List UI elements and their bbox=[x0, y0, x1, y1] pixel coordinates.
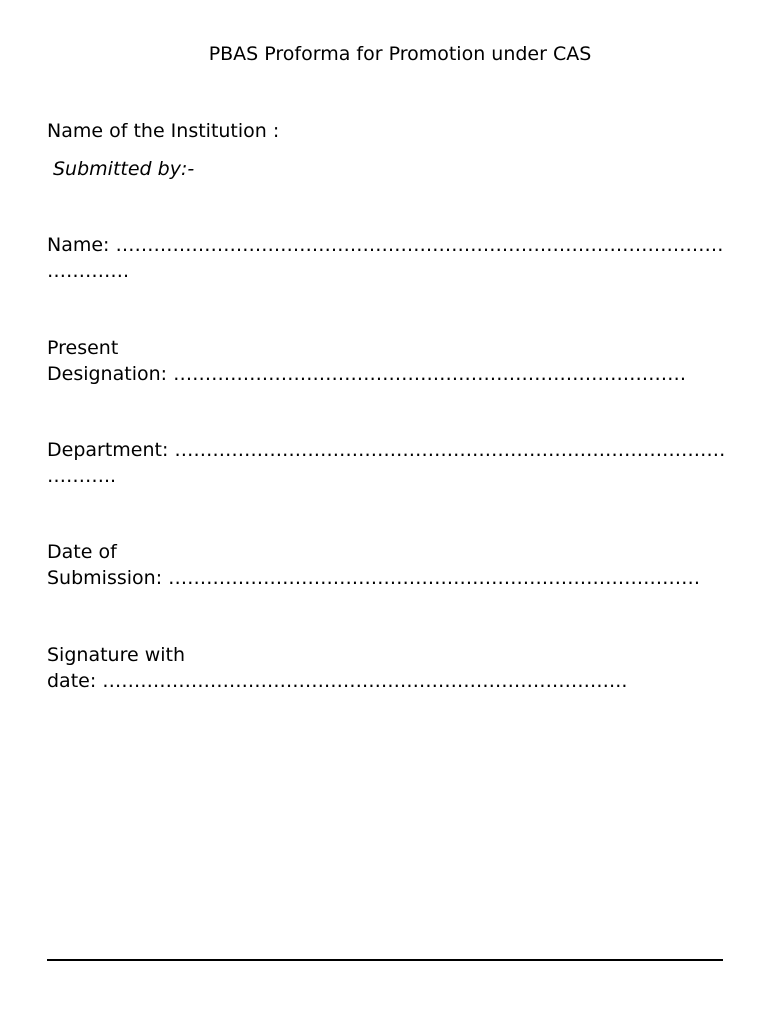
footer-rule bbox=[47, 959, 723, 961]
submission-field-line bbox=[47, 565, 700, 591]
designation-label-line1: Present bbox=[47, 337, 119, 359]
designation-label: Designation: bbox=[47, 363, 174, 385]
department-dots: …………………………………………………………………………… bbox=[174, 439, 726, 461]
name-dots: …………………………………………………………………………………… bbox=[115, 234, 724, 256]
submission-label-line1: Date of bbox=[47, 541, 117, 563]
name-label: Name: bbox=[47, 234, 116, 256]
institution-label: Name of the Institution : bbox=[47, 120, 280, 142]
signature-label-line1: Signature with bbox=[47, 644, 186, 666]
signature-label: date: bbox=[47, 670, 103, 692]
document-title: PBAS Proforma for Promotion under CAS bbox=[208, 43, 592, 65]
signature-field-line bbox=[47, 668, 627, 694]
department-label: Department: bbox=[47, 439, 175, 461]
name-dots-continued: …………. bbox=[47, 260, 130, 282]
submitted-by-label: Submitted by:- bbox=[53, 158, 195, 180]
name-field-line bbox=[47, 232, 724, 258]
designation-dots: ……………………………………………………………………… bbox=[173, 363, 687, 385]
submission-label: Submission: bbox=[47, 567, 169, 589]
department-dots-continued: ……….. bbox=[47, 465, 117, 487]
designation-field-line bbox=[47, 361, 686, 387]
submission-dots: ………………………………………………………………………… bbox=[168, 567, 701, 589]
signature-dots: ……………………………………………………………………….. bbox=[102, 670, 628, 692]
department-field-line bbox=[47, 437, 725, 463]
